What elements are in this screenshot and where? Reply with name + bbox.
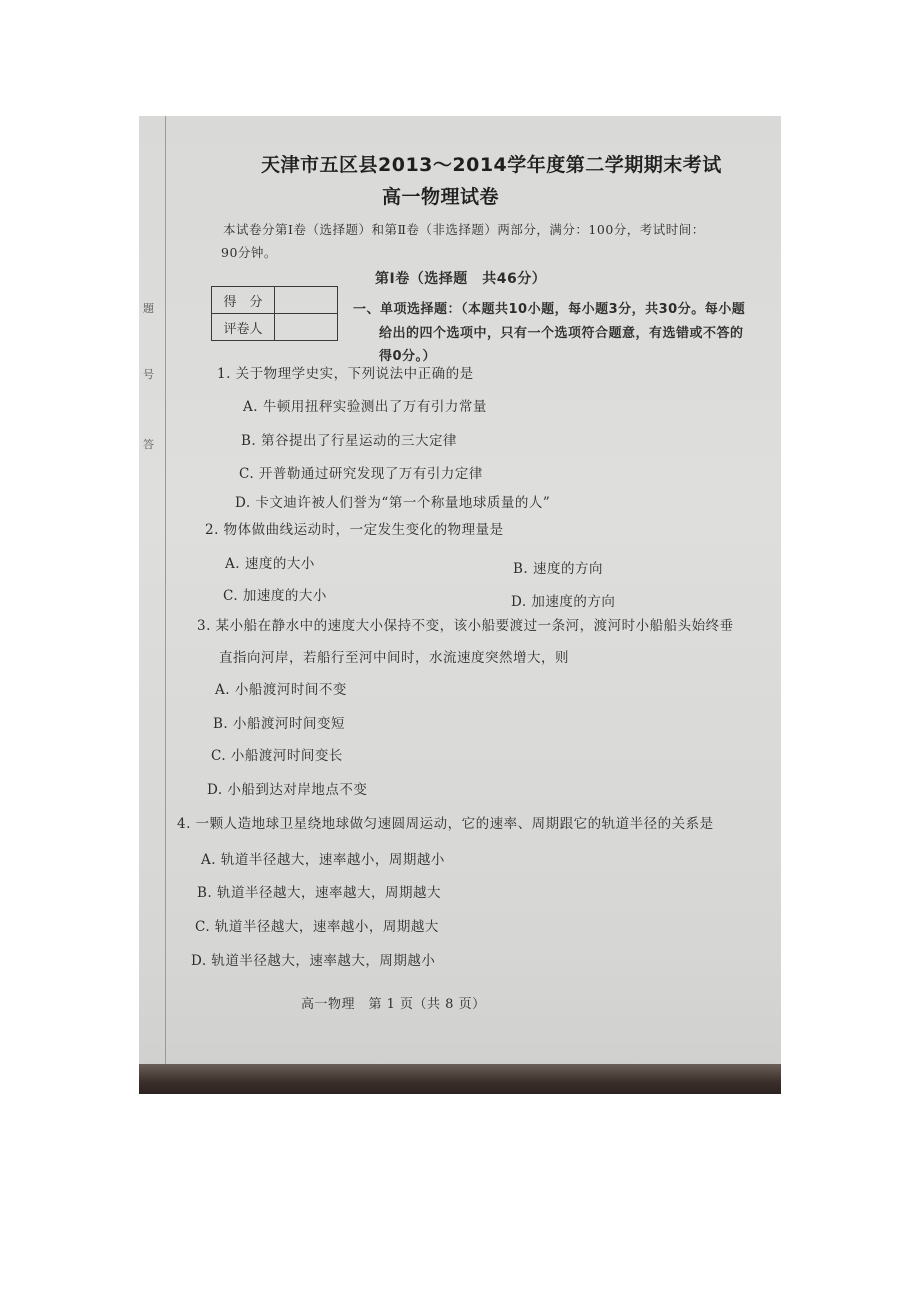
grader-cell bbox=[275, 314, 338, 341]
question-1-option-a: A. 牛顿用扭秤实验测出了万有引力常量 bbox=[243, 399, 487, 415]
score-table bbox=[211, 286, 338, 341]
part1-instruction-line2: 给出的四个选项中，只有一个选项符合题意，有选错或不答的 bbox=[379, 326, 744, 341]
binding-mark: 題 bbox=[143, 302, 154, 315]
page-footer: 高一物理 第 1 页（共 8 页） bbox=[301, 997, 486, 1012]
question-3-stem-line2: 直指向河岸，若船行至河中间时，水流速度突然增大，则 bbox=[219, 650, 569, 666]
question-4-option-b: B. 轨道半径越大，速率越大，周期越大 bbox=[197, 885, 442, 901]
exam-intro-line2: 90分钟。 bbox=[221, 245, 277, 260]
question-3-stem-line1: 3. 某小船在静水中的速度大小保持不变，该小船要渡过一条河，渡河时小船船头始终垂 bbox=[197, 618, 734, 634]
score-cell bbox=[275, 287, 338, 314]
score-label: 得 分 bbox=[212, 287, 275, 314]
question-3-option-b: B. 小船渡河时间变短 bbox=[213, 716, 346, 732]
exam-intro-line1: 本试卷分第Ⅰ卷（选择题）和第Ⅱ卷（非选择题）两部分，满分：100分，考试时间： bbox=[223, 222, 705, 237]
part1-instruction-line1: 一、单项选择题：（本题共10小题，每小题3分，共30分。每小题 bbox=[353, 302, 746, 317]
grader-label: 评卷人 bbox=[212, 314, 275, 341]
question-2-option-d: D. 加速度的方向 bbox=[511, 594, 616, 610]
question-1-option-c: C. 开普勒通过研究发现了万有引力定律 bbox=[239, 466, 483, 482]
question-4-stem: 4. 一颗人造地球卫星绕地球做匀速圆周运动，它的速率、周期跟它的轨道半径的关系是 bbox=[177, 816, 714, 832]
question-1-option-d: D. 卡文迪许被人们誉为“第一个称量地球质量的人” bbox=[235, 495, 551, 511]
photo-dark-edge bbox=[139, 1064, 781, 1094]
exam-subtitle: 高一物理试卷 bbox=[382, 186, 500, 208]
binding-mark: 号 bbox=[143, 368, 154, 381]
exam-page-photo bbox=[139, 116, 781, 1094]
bleed-through-text bbox=[699, 374, 710, 390]
question-3-option-a: A. 小船渡河时间不变 bbox=[215, 682, 347, 698]
question-1-stem: 1. 关于物理学史实，下列说法中正确的是 bbox=[217, 366, 474, 382]
binding-line bbox=[165, 116, 166, 1064]
question-2-option-b: B. 速度的方向 bbox=[513, 561, 604, 577]
part1-instruction-line3: 得0分。） bbox=[379, 349, 437, 364]
exam-title: 天津市五区县2013～2014学年度第二学期期末考试 bbox=[261, 154, 722, 176]
question-4-option-a: A. 轨道半径越大，速率越小，周期越小 bbox=[201, 852, 445, 868]
question-4-option-c: C. 轨道半径越大，速率越小，周期越大 bbox=[195, 919, 439, 935]
question-2-option-c: C. 加速度的大小 bbox=[223, 588, 327, 604]
question-3-option-c: C. 小船渡河时间变长 bbox=[211, 748, 343, 764]
binding-mark: 答 bbox=[143, 438, 154, 451]
question-2-option-a: A. 速度的大小 bbox=[225, 556, 315, 572]
question-1-option-b: B. 第谷提出了行星运动的三大定律 bbox=[241, 433, 458, 449]
question-4-option-d: D. 轨道半径越大，速率越大，周期越小 bbox=[191, 953, 436, 969]
question-3-option-d: D. 小船到达对岸地点不变 bbox=[207, 782, 368, 798]
section-title: 第Ⅰ卷（选择题 共46分） bbox=[375, 271, 547, 287]
question-2-stem: 2. 物体做曲线运动时，一定发生变化的物理量是 bbox=[205, 522, 504, 538]
